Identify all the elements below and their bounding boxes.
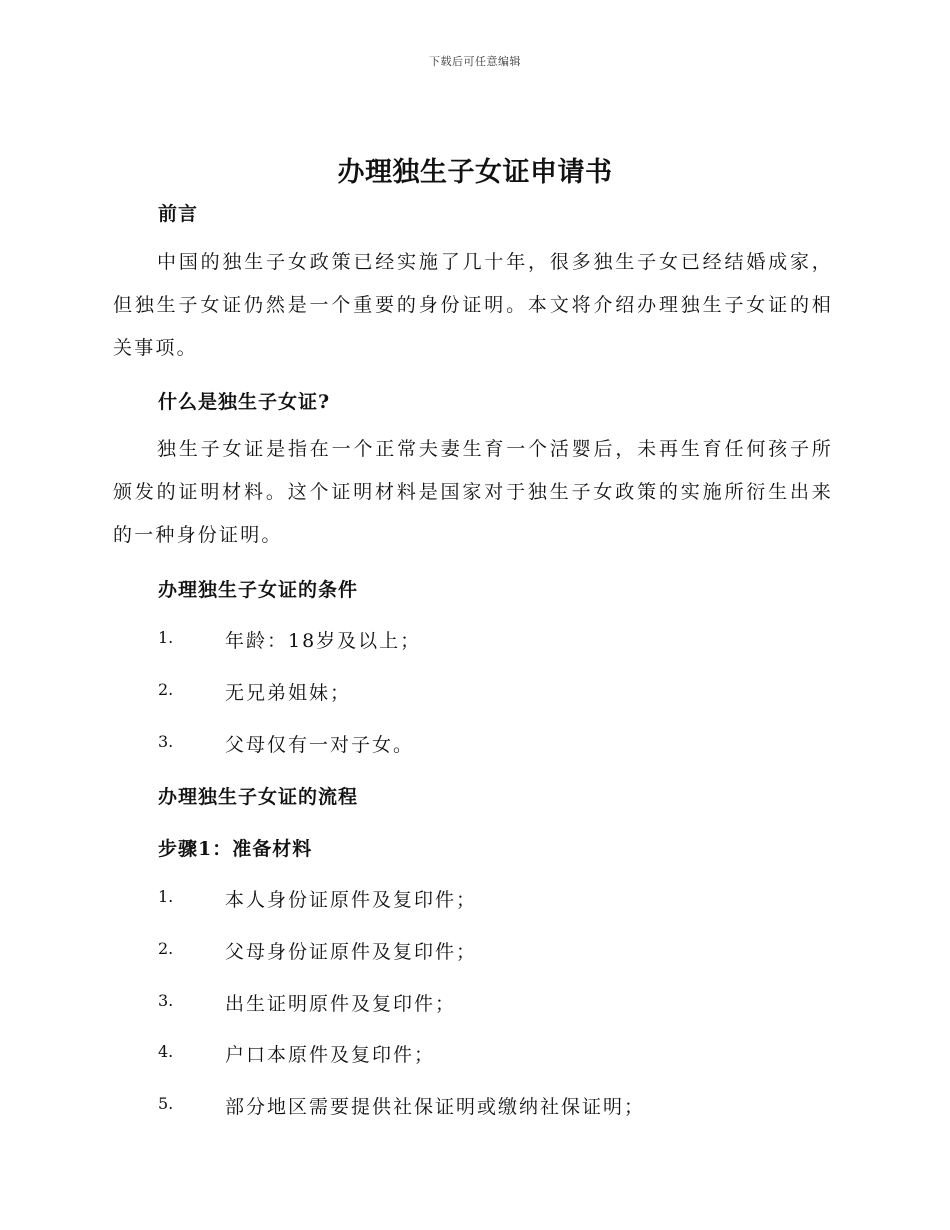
list-text: 户口本原件及复印件； [225, 1044, 436, 1066]
list-number: 1. [158, 887, 174, 906]
preface-heading: 前言 [158, 203, 199, 225]
list-number: 3. [158, 732, 174, 751]
document-title: 办理独生子女证申请书 [337, 157, 613, 188]
list-number: 4. [158, 1042, 174, 1061]
list-text: 父母仅有一对子女。 [225, 734, 415, 756]
list-text: 部分地区需要提供社保证明或缴纳社保证明； [225, 1096, 646, 1118]
preface-paragraph: 中国的独生子女政策已经实施了几十年，很多独生子女已经结婚成家，但独生子女证仍然是一个重要的身份证明。本文将介绍办理独生子女证的相关事项。 [113, 251, 833, 359]
list-number: 5. [158, 1094, 174, 1113]
header-note: 下载后可任意编辑 [429, 55, 521, 68]
list-number: 2. [158, 680, 174, 699]
list-number: 3. [158, 991, 174, 1010]
list-number: 2. [158, 939, 174, 958]
list-text: 无兄弟姐妹； [225, 682, 352, 704]
what-heading: 什么是独生子女证? [158, 391, 331, 413]
step1-heading: 步骤1：准备材料 [158, 838, 313, 860]
list-text: 出生证明原件及复印件； [225, 993, 457, 1015]
conditions-heading: 办理独生子女证的条件 [158, 579, 359, 601]
list-text: 年龄：18岁及以上； [225, 630, 422, 652]
list-text: 父母身份证原件及复印件； [225, 941, 478, 963]
list-text: 本人身份证原件及复印件； [225, 889, 478, 911]
what-paragraph: 独生子女证是指在一个正常夫妻生育一个活婴后，未再生育任何孩子所颁发的证明材料。这个证明材料是国家对于独生子女政策的实施所衍生出来的一种身份证明。 [113, 438, 833, 546]
list-number: 1. [158, 628, 174, 647]
process-heading: 办理独生子女证的流程 [158, 786, 359, 808]
